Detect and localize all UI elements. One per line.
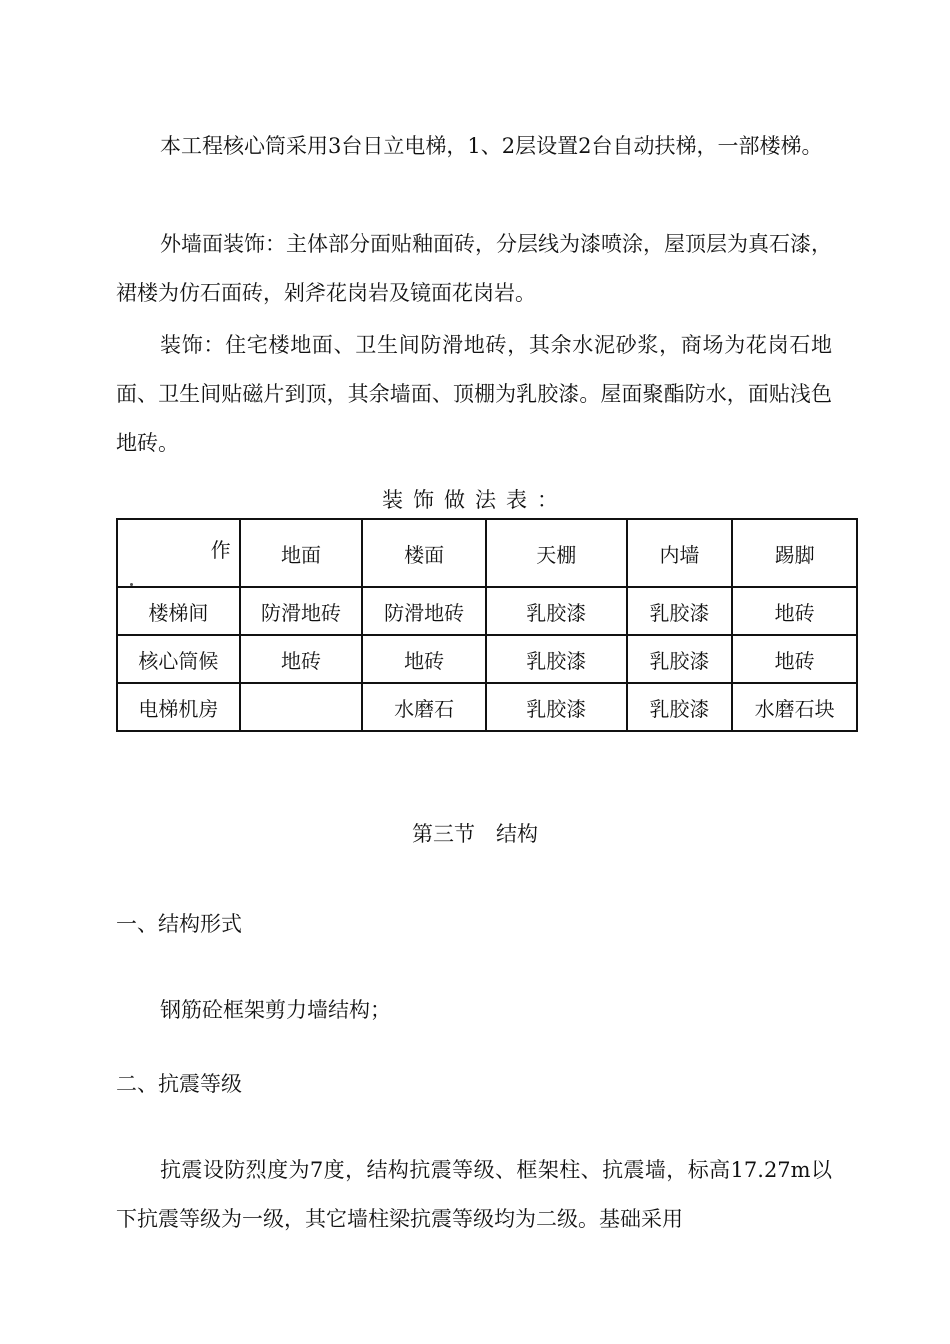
row-label: 核心筒候 <box>117 635 240 683</box>
table-corner-cell <box>117 519 240 587</box>
decoration-table <box>116 518 858 732</box>
table-title: 装饰做法表： <box>382 488 568 512</box>
corner-label: 作 <box>210 538 231 562</box>
header-storey-floor: 楼面 <box>362 519 486 587</box>
table-cell: 地砖 <box>732 587 857 635</box>
corner-mark <box>130 583 133 586</box>
table-cell: 防滑地砖 <box>240 587 363 635</box>
table-cell: 乳胶漆 <box>627 683 733 731</box>
header-skirting: 踢脚 <box>732 519 857 587</box>
table-cell: 乳胶漆 <box>486 683 627 731</box>
table-cell <box>240 683 363 731</box>
table-cell: 乳胶漆 <box>627 587 733 635</box>
table-cell: 地砖 <box>732 635 857 683</box>
header-floor: 地面 <box>240 519 363 587</box>
row-label: 电梯机房 <box>117 683 240 731</box>
exterior-wall-paragraph: 外墙面装饰：主体部分面贴釉面砖，分层线为漆喷涂，屋顶层为真石漆，裙楼为仿石面砖，剁斧花岗岩及镜面花岗岩。 <box>116 232 832 305</box>
seismic-text: 抗震设防烈度为7度，结构抗震等级、框架柱、抗震墙，标高17.27m以下抗震等级为一级，其它墙柱梁抗震等级均为二级。基础采用 <box>116 1158 832 1231</box>
table-cell: 水磨石块 <box>732 683 857 731</box>
elevator-paragraph: 本工程核心筒采用3台日立电梯，1、2层设置2台自动扶梯，一部楼梯。 <box>160 134 823 158</box>
decoration-paragraph: 装饰：住宅楼地面、卫生间防滑地砖，其余水泥砂浆，商场为花岗石地面、卫生间贴磁片到顶，其余墙面、顶棚为乳胶漆。屋面聚酯防水，面贴浅色地砖。 <box>116 333 832 455</box>
table-cell: 水磨石 <box>362 683 486 731</box>
structure-form-text: 钢筋砼框架剪力墙结构； <box>160 998 391 1022</box>
table-cell: 防滑地砖 <box>362 587 486 635</box>
table-cell: 地砖 <box>240 635 363 683</box>
table-cell: 乳胶漆 <box>486 587 627 635</box>
table-cell: 乳胶漆 <box>627 635 733 683</box>
table-row <box>117 635 857 683</box>
table-header-row <box>117 519 857 587</box>
table-cell: 乳胶漆 <box>486 635 627 683</box>
table-row <box>117 683 857 731</box>
row-label: 楼梯间 <box>117 587 240 635</box>
seismic-heading: 二、抗震等级 <box>116 1072 242 1096</box>
structure-form-heading: 一、结构形式 <box>116 912 242 936</box>
header-inner-wall: 内墙 <box>627 519 733 587</box>
table-row <box>117 587 857 635</box>
header-ceiling: 天棚 <box>486 519 627 587</box>
section-title: 第三节 结构 <box>412 822 538 846</box>
table-cell: 地砖 <box>362 635 486 683</box>
